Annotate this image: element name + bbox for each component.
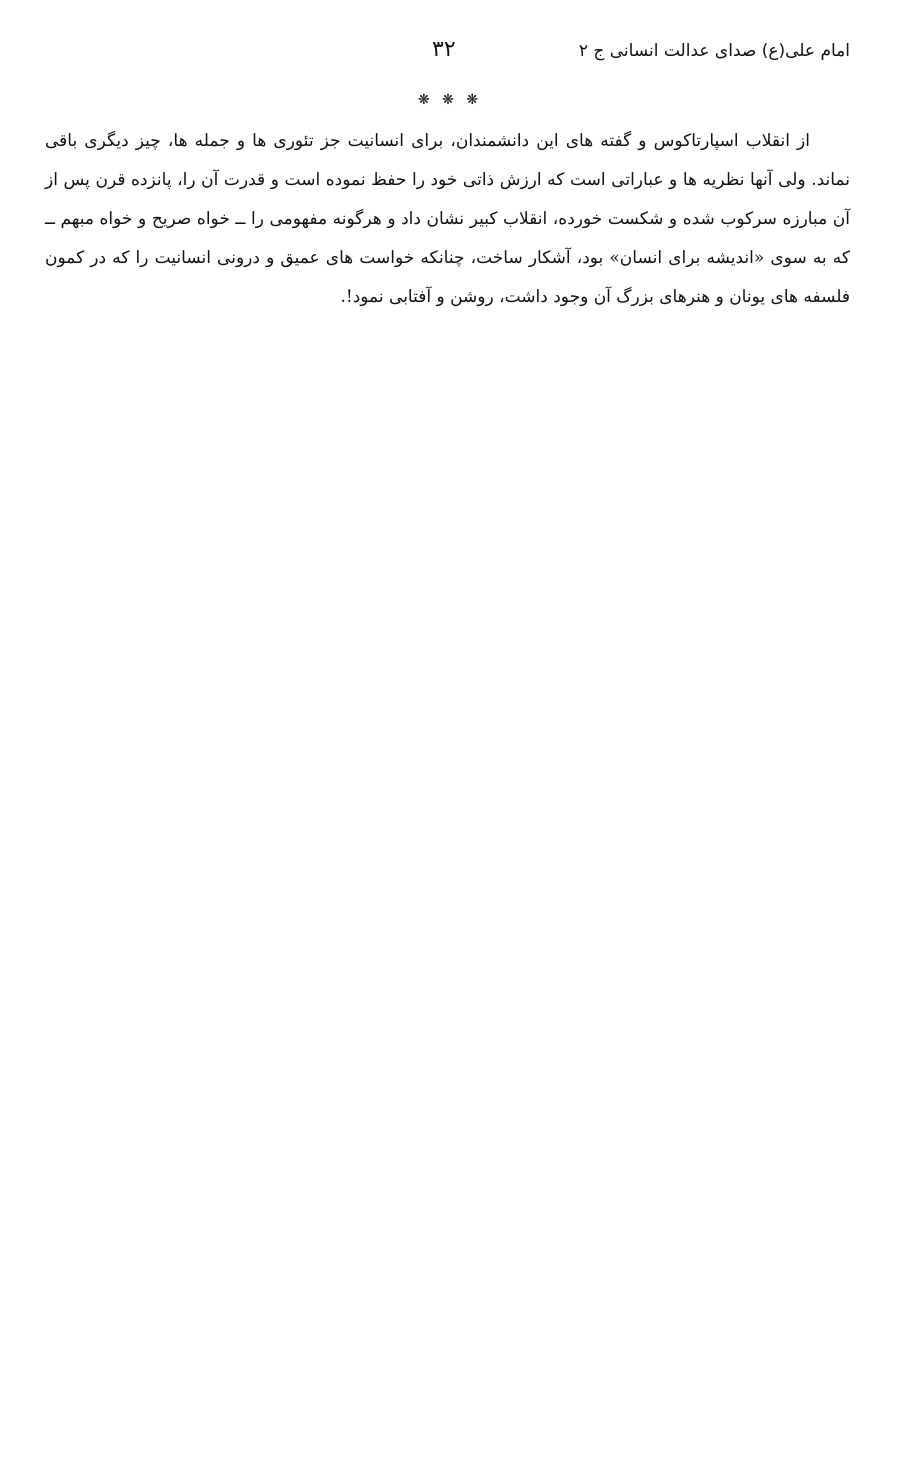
body-text	[45, 122, 850, 317]
paragraph: از انقلاب اسپارتاکوس و گفته های این دانشمندان، برای انسانیت جز تئوری ها و جمله ها، چیز دیگری باقی نماند. ولی آنها نظریه ها و عباراتی است که ارزش ذاتی خود را حفظ نموده است و قدرت آن را، پانزده قرن پس از آن مبارزه سرکوب شده و شکست خورده، انقلاب کبیر نشان داد و هرگونه مفهومی را ــ خواه صریح و خواه مبهم ــ که به سوی «اندیشه برای انسان» بود، آشکار ساخت، چنانکه خواست های عمیق و درونی انسانیت را که در کمون فلسفه های یونان و هنرهای بزرگ آن وجود داشت، روشن و آفتابی نمود!.	[45, 131, 850, 307]
section-separator: ❋ ❋ ❋	[417, 92, 483, 108]
running-header	[420, 38, 850, 68]
page-number: ۳۲	[432, 37, 456, 62]
book-title: امام علی(ع) صدای عدالت انسانی ج ۲	[578, 41, 850, 61]
